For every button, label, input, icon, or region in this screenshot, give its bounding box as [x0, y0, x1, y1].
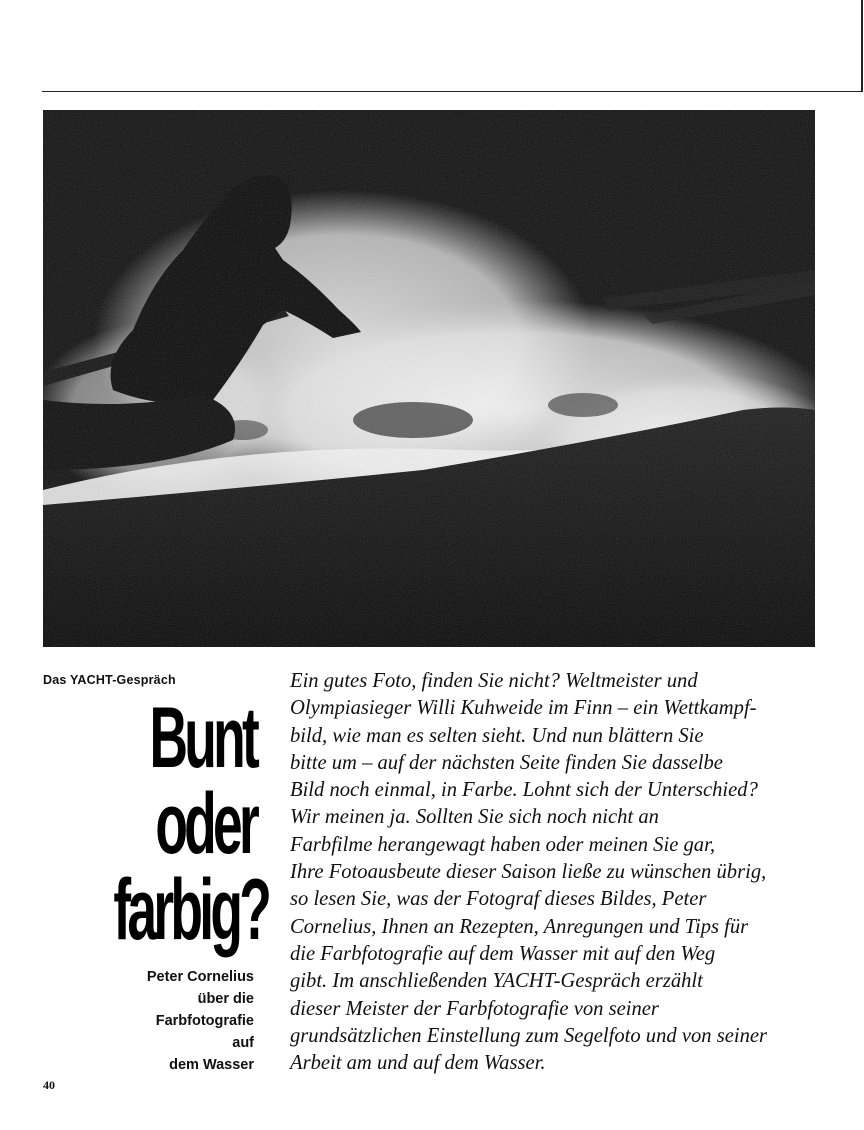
headline-line-3: farbig? [113, 862, 269, 958]
body-line: Arbeit am und auf dem Wasser. [290, 1052, 546, 1075]
page-edge-rule [861, 0, 863, 92]
body-line: bitte um – auf der nächsten Seite finden Sie dasselbe [290, 751, 723, 774]
subhead-line: Peter Cornelius [146, 969, 254, 985]
body-line: grundsätzlichen Einstellung zum Segelfoto und von seiner [290, 1024, 768, 1047]
subhead-line: auf [232, 1035, 254, 1051]
body-line: gibt. Im anschließenden YACHT-Gespräch erzählt [290, 970, 703, 993]
sailing-photo [43, 110, 815, 647]
intro-paragraph [290, 668, 830, 1077]
headline-line-2: oder [155, 776, 256, 872]
body-line: Wir meinen ja. Sollten Sie sich noch nicht an [290, 806, 659, 829]
headline [26, 690, 269, 958]
body-line: Cornelius, Ihnen an Rezepten, Anregungen und Tips für [290, 915, 749, 938]
body-line: Olympiasieger Willi Kuhweide im Finn – ein Wettkampf- [290, 697, 757, 720]
headline-line-1: Bunt [149, 690, 256, 786]
page-number: 40 [43, 1078, 55, 1092]
body-line: so lesen Sie, was der Fotograf dieses Bildes, Peter [290, 888, 707, 911]
body-line: Ihre Fotoausbeute dieser Saison ließe zu wünschen übrig, [290, 861, 767, 884]
body-line: Farbfilme herangewagt haben oder meinen Sie gar, [290, 833, 715, 856]
body-line: dieser Meister der Farbfotografie von seiner [290, 997, 659, 1020]
subhead-line: Farbfotografie [155, 1013, 254, 1029]
body-line: die Farbfotografie auf dem Wasser mit auf den Weg [290, 942, 716, 965]
section-kicker: Das YACHT-Gespräch [43, 673, 176, 687]
top-rule [42, 91, 862, 92]
body-line: Ein gutes Foto, finden Sie nicht? Weltmeister und [290, 670, 698, 692]
subhead-line: über die [197, 991, 254, 1007]
subheadline [54, 966, 254, 1076]
body-line: bild, wie man es selten sieht. Und nun blättern Sie [290, 724, 704, 747]
sailing-photo-drawing [43, 110, 815, 647]
subhead-line: dem Wasser [169, 1057, 254, 1073]
body-line: Bild noch einmal, in Farbe. Lohnt sich der Unterschied? [290, 779, 758, 802]
